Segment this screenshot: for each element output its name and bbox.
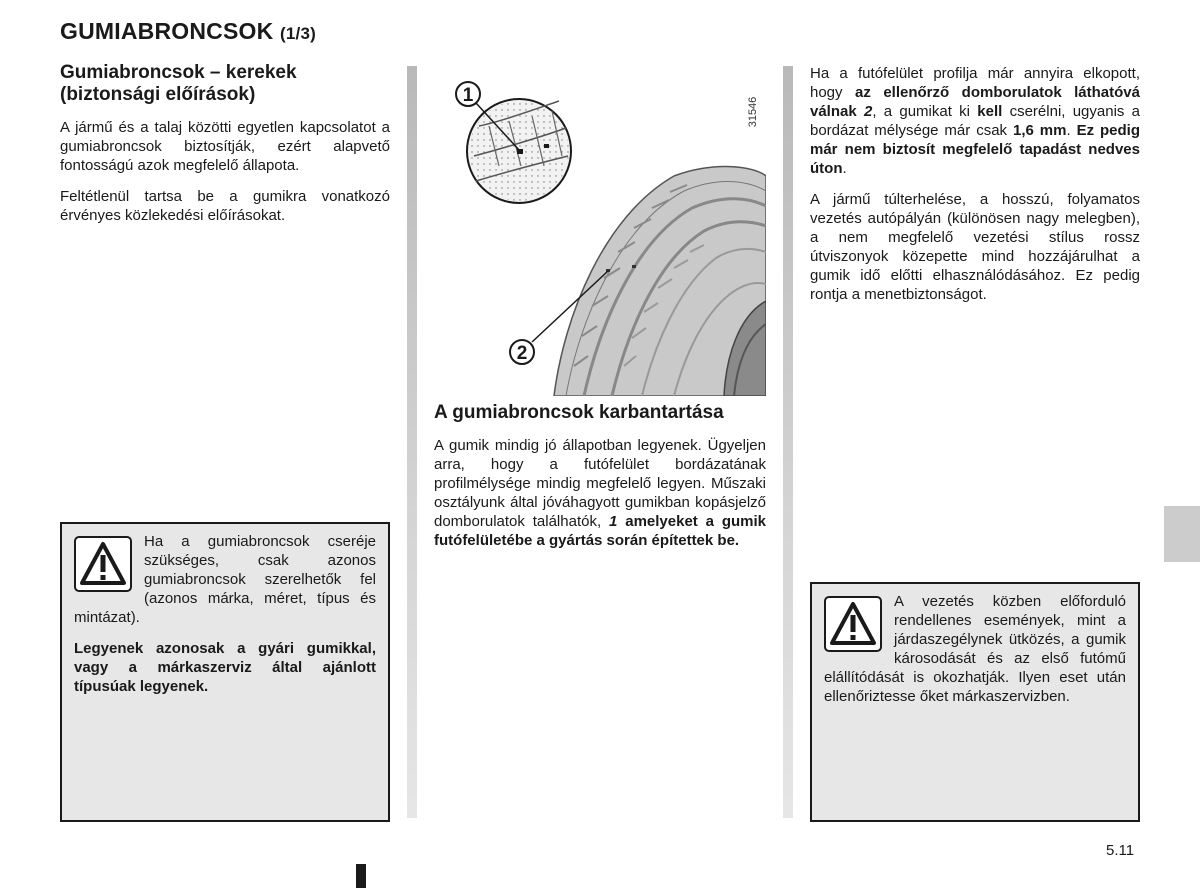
warning-text-same-tyres: Ha a gumiabroncsok cseréje szükséges, csak azonos gumiabroncsok szerelhetők fel (azonos márka, méret, típus és mintázat). [74, 533, 376, 626]
tread-text-e: cserélni, ugyanis a bordázat mélysége már csak [810, 103, 1141, 139]
column-divider-left [407, 66, 417, 818]
section-heading-safety: Gumiabroncsok – kerekek (biztonsági előírások) [60, 62, 297, 105]
tread-text-i: . [842, 160, 847, 177]
figure-reference-code: 31546 [747, 96, 759, 128]
column-divider-right [783, 66, 793, 818]
paragraph-tread-depth [810, 64, 1140, 178]
page-title-suffix: (1/3) [280, 24, 316, 43]
tread-depth-value: 1,6 mm [1012, 122, 1067, 139]
tread-text-g: . [1066, 122, 1071, 139]
chapter-tab-marker [1164, 506, 1200, 562]
figure-callout-2: 2 [516, 343, 528, 364]
warning-box-impact [810, 582, 1140, 822]
tread-text-wet-road: Ez pedig már nem biztosít megfelelő tapadást nedves úton [810, 122, 1140, 177]
bottom-print-mark [356, 864, 366, 888]
warning-triangle-icon [824, 596, 882, 652]
maintenance-text: A gumik mindig jó állapotban legyenek. Ügyeljen arra, hogy a futófelület bordázatának profilmélysége mindig megfelelő legyen. Műszaki osztályunk által jóváhagyott gumikban kopásjelző domborulatok találhatók, [434, 437, 766, 530]
tread-text-must: kell [977, 103, 1003, 120]
paragraph-maintenance [434, 436, 766, 550]
page-number: 5.11 [1106, 842, 1135, 859]
page-title-main: GUMIABRONCSOK [60, 18, 274, 44]
page-title [60, 18, 316, 45]
right-column [810, 64, 1140, 316]
maintenance-ref-1: 1 [609, 513, 618, 530]
paragraph-traffic-rules: Feltétlenül tartsa be a gumikra vonatkozó érvényes közlekedési előírásokat. [60, 188, 390, 224]
paragraph-tyre-contact: A jármű és a talaj közötti egyetlen kapcsolatot a gumiabroncsok biztosítják, ezért alapvető fontosságú azok megfelelő állapota. [60, 119, 390, 174]
tread-text-a: Ha a futófelület profilja már annyira elkopott, hogy [810, 65, 1140, 101]
figure-callout-1: 1 [462, 85, 474, 106]
tread-text-c: , a gumikat ki [872, 103, 970, 120]
warning-text-impact: A vezetés közben előforduló rendellenes események, mint a járdaszegélynek ütközés, a gumik károsodását és az első futómű elállítódását is okozhatják. Ilyen eset után ellenőriztesse őket márkaszervizben. [824, 593, 1126, 705]
warning-triangle-icon [74, 536, 132, 592]
tread-text-indicators: az ellenőrző domborulatok láthatóvá válnak [810, 84, 1140, 120]
paragraph-wear-causes: A jármű túlterhelése, a hosszú, folyamatos vezetés autópályán (különösen nagy melegben), a nem megfelelő vezetési stílus rossz útviszonyok közepette mind hozzájárulhat a gumik idő előtti elhasználódásához. Ez pedig rontja a menetbiztonságot. [810, 191, 1140, 303]
left-column [60, 62, 390, 237]
maintenance-section [434, 400, 766, 562]
section-heading-maintenance: A gumiabroncsok karbantartása [434, 402, 724, 423]
tread-ref-2: 2 [863, 103, 873, 120]
maintenance-text-bold: amelyeket a gumik futófelületébe a gyártás során építettek be. [434, 513, 767, 549]
warning-text-factory-tyres: Legyenek azonosak a gyári gumikkal, vagy a márkaszerviz által ajánlott típusúak legyenek. [74, 640, 376, 695]
warning-box-tyre-replacement [60, 522, 390, 822]
tyre-wear-indicator-illustration [434, 66, 766, 396]
